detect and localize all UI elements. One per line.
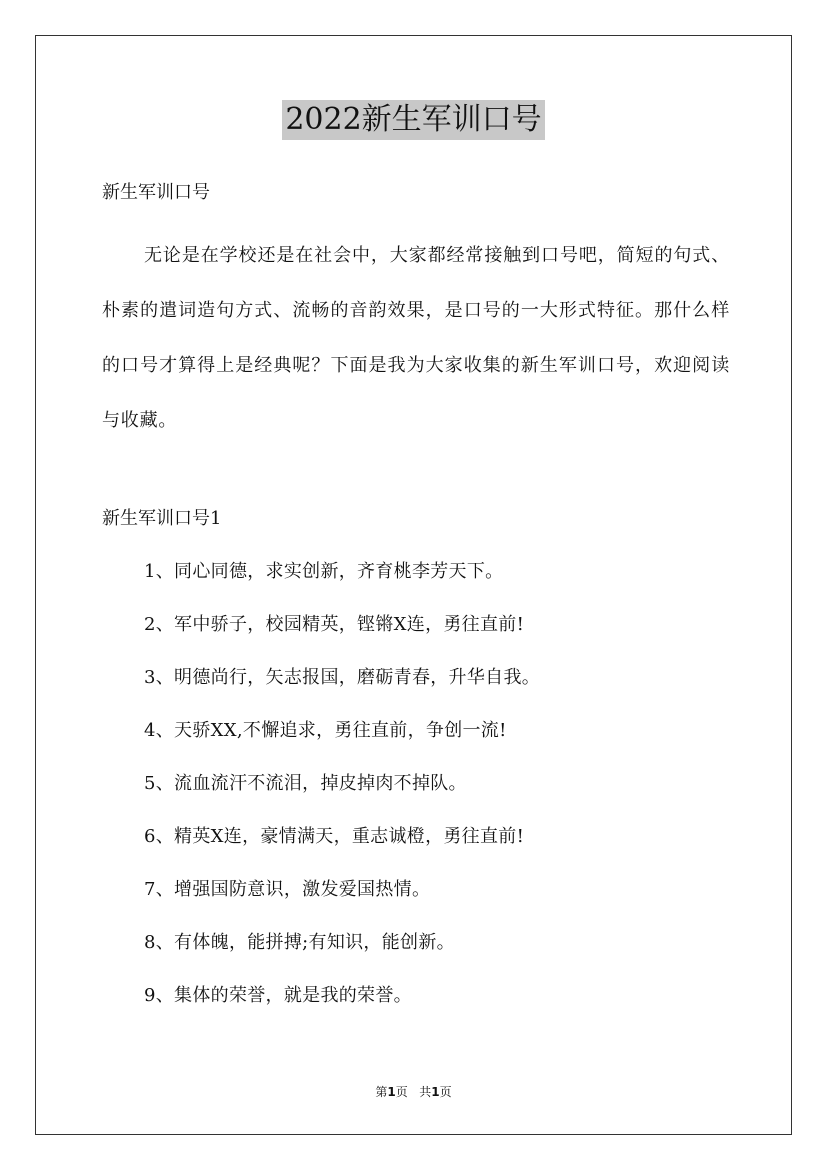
page-number: 1 — [387, 1085, 396, 1099]
slogan-item: 2、军中骄子，校园精英，铿锵X连，勇往直前! — [144, 614, 525, 635]
slogan-item: 9、集体的荣誉，就是我的荣誉。 — [144, 985, 412, 1006]
slogan-item: 4、天骄XX,不懈追求，勇往直前，争创一流! — [144, 720, 507, 741]
slogan-item: 7、增强国防意识，激发爱国热情。 — [144, 879, 431, 900]
slogan-item: 1、同心同德，求实创新，齐育桃李芳天下。 — [144, 561, 504, 582]
page-footer — [0, 1083, 827, 1101]
slogan-item: 3、明德尚行，矢志报国，磨砺青春，升华自我。 — [144, 667, 541, 688]
document-title — [0, 100, 827, 144]
slogan-item: 5、流血流汗不流泪，掉皮掉肉不掉队。 — [144, 773, 467, 794]
total-prefix: 共 — [419, 1085, 432, 1099]
slogan-list — [144, 555, 540, 1032]
total-suffix: 页 — [439, 1085, 452, 1099]
subheading: 新生军训口号 — [102, 182, 210, 203]
document-title-text: 2022新生军训口号 — [282, 100, 544, 140]
slogan-item: 6、精英X连，豪情满天，重志诚橙，勇往直前! — [144, 826, 525, 847]
section-heading: 新生军训口号1 — [102, 508, 222, 529]
page-suffix: 页 — [395, 1085, 408, 1099]
slogan-item: 8、有体魄，能拼搏;有知识，能创新。 — [144, 932, 455, 953]
page-prefix: 第 — [375, 1085, 388, 1099]
intro-paragraph: 无论是在学校还是在社会中，大家都经常接触到口号吧，简短的句式、朴素的遣词造句方式、流畅的音韵效果，是口号的一大形式特征。那什么样的口号才算得上是经典呢？下面是我为大家收集的新生军训口号，欢迎阅读与收藏。 — [102, 245, 730, 431]
total-pages: 1 — [431, 1085, 440, 1099]
